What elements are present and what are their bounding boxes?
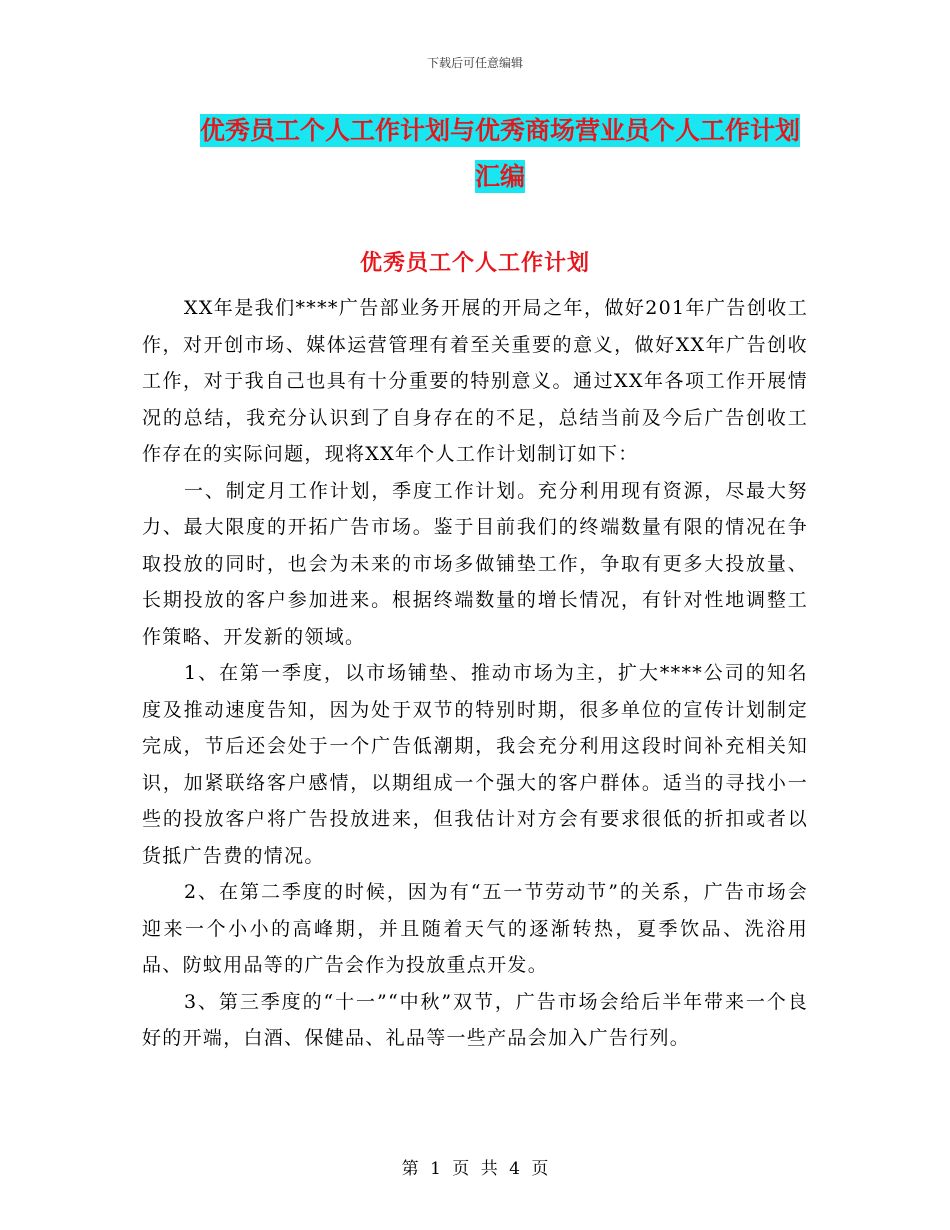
paragraph: XX年是我们****广告部业务开展的开局之年，做好201年广告创收工作，对开创市场、媒体运营管理有着至关重要的意义，做好XX年广告创收工作，对于我自己也具有十分重要的特别意义。通过XX年各项工作开展情况的总结，我充分认识到了自身存在的不足，总结当前及今后广告创收工作存在的实际问题，现将XX年个人工作计划制订如下： (142, 297, 808, 465)
document-title (190, 108, 810, 200)
paragraph: 1、在第一季度，以市场铺垫、推动市场为主，扩大****公司的知名度及推动速度告知，因为处于双节的特别时期，很多单位的宣传计划制定完成，节后还会处于一个广告低潮期，我会充分利用这段时间补充相关知识，加紧联络客户感情，以期组成一个强大的客户群体。适当的寻找小一些的投放客户将广告投放进来，但我估计对方会有要求很低的折扣或者以货抵广告费的情况。 (142, 662, 808, 867)
paragraph: 3、第三季度的“十一”“中秋”双节，广告市场会给后半年带来一个良好的开端，白酒、保健品、礼品等一些产品会加入广告行列。 (142, 990, 808, 1049)
paragraph: 一、制定月工作计划，季度工作计划。充分利用现有资源，尽最大努力、最大限度的开拓广告市场。鉴于目前我们的终端数量有限的情况在争取投放的同时，也会为未来的市场多做铺垫工作，争取有更多大投放量、长期投放的客户参加进来。根据终端数量的增长情况，有针对性地调整工作策略、开发新的领域。 (142, 479, 808, 648)
page-number-footer: 第 1 页 共 4 页 (401, 1159, 549, 1179)
header-note: 下载后可任意编辑 (426, 56, 523, 70)
paragraph: 2、在第二季度的时候，因为有“五一节劳动节”的关系，广告市场会迎来一个小小的高峰期，并且随着天气的逐渐转热，夏季饮品、洗浴用品、防蚊用品等的广告会作为投放重点开发。 (142, 881, 808, 976)
section-title: 优秀员工个人工作计划 (359, 251, 590, 276)
body-text (142, 290, 808, 1057)
document-title-text: 优秀员工个人工作计划与优秀商场营业员个人工作计划汇编 (199, 116, 800, 191)
